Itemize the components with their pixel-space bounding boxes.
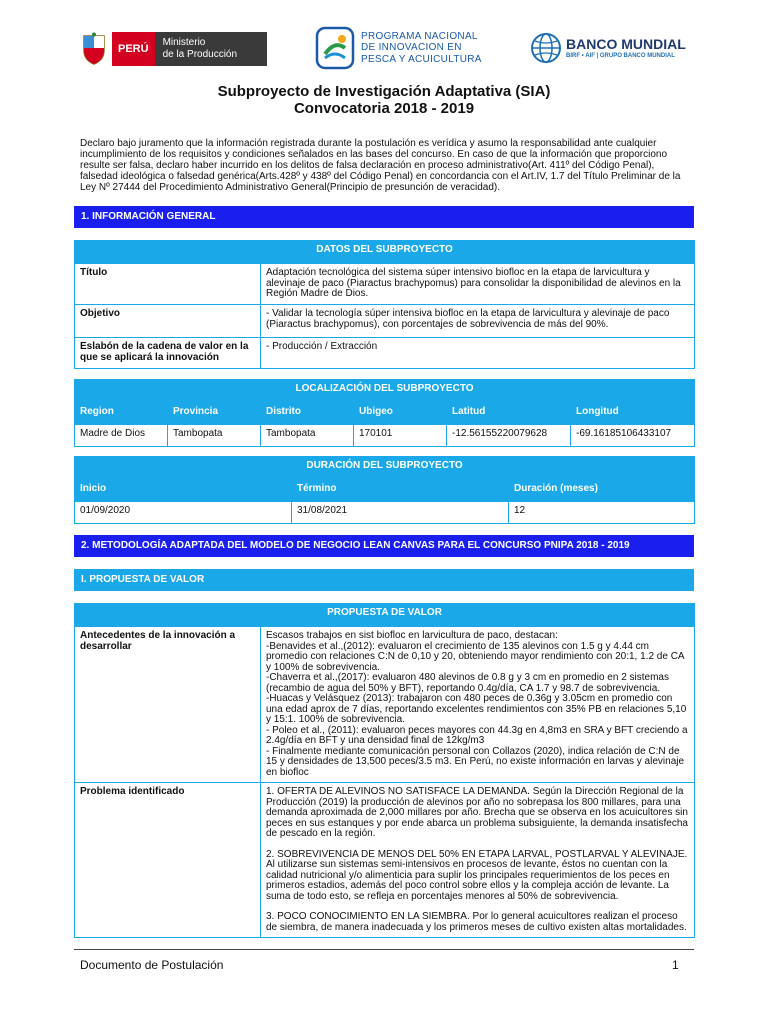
- footer-page-number: 1: [672, 958, 679, 972]
- col-longitude: Longitud: [571, 403, 695, 425]
- section-general-info: 1. INFORMACIÓN GENERAL: [74, 206, 694, 228]
- coat-of-arms-icon: [80, 32, 108, 66]
- col-end: Término: [292, 480, 509, 502]
- longitude-value: -69.16185106433107: [571, 425, 695, 447]
- title-line-1: Subproyecto de Investigación Adaptativa (SIA): [217, 83, 551, 100]
- title-line-2: Convocatoria 2018 - 2019: [293, 100, 475, 117]
- latitude-value: -12.56155220079628: [447, 425, 571, 447]
- province-value: Tambopata: [168, 425, 261, 447]
- problem-label: Problema identificado: [75, 783, 261, 938]
- world-bank-title: BANCO MUNDIAL: [566, 36, 686, 52]
- ministry-line-2: de la Producción: [162, 49, 238, 60]
- world-bank-subtitle: BIRF • AIF | GRUPO BANCO MUNDIAL: [566, 53, 675, 59]
- col-months: Duración (meses): [509, 480, 695, 502]
- pnipa-logo: [315, 26, 482, 70]
- months-value: 12: [509, 502, 695, 524]
- ministry-line-1: Ministerio: [162, 37, 206, 48]
- globe-icon: [530, 32, 562, 64]
- gov-logo: [80, 32, 267, 66]
- header-logos: [0, 26, 768, 74]
- location-table: [74, 379, 695, 447]
- col-ubigeo: Ubigeo: [354, 403, 447, 425]
- peru-label: PERÚ: [112, 32, 155, 66]
- section-lean-canvas: 2. METODOLOGÍA ADAPTADA DEL MODELO DE NEGOCIO LEAN CANVAS PARA EL CONCURSO PNIPA 2018 - 2019: [74, 535, 694, 557]
- sworn-declaration: Declaro bajo juramento que la información registrada durante la postulación es verídica y asumo la responsabilidad ante cualquier incumplimiento de los requisitos y condiciones señalados en las bases del concurso. En caso de que la información que proporciono resulte ser falsa, declaro haber incurrido en los delitos de falsa declaración en proceso administrativo(Art. 411º del Código Penal), falsedad ideológica o falsedad genérica(Arts.428º y 438º del Código Penal) en concordancia con el Art.IV, 1.7 del Título Preliminar de la Ley Nº 27444 del Procedimiento Administrativo General(Principio de presunción de veracidad).: [80, 138, 681, 193]
- col-province: Provincia: [168, 403, 261, 425]
- problem-paragraph-3: 3. POCO CONOCIMIENTO EN LA SIEMBRA. Por lo general acuicultores realizan el proceso de siembra, de manera inadecuada y los primeros meses de cultivo existen altas mortalidades.: [266, 911, 687, 933]
- location-header: LOCALIZACIÓN DEL SUBPROYECTO: [75, 380, 695, 403]
- ministry-label: [155, 32, 268, 66]
- end-value: 31/08/2021: [292, 502, 509, 524]
- value-chain-value: - Producción / Extracción: [261, 338, 695, 369]
- footer-document-label: Documento de Postulación: [80, 958, 224, 972]
- document-title: [0, 83, 768, 117]
- pnipa-line-2: DE INNOVACION EN: [361, 42, 462, 54]
- col-district: Distrito: [261, 403, 354, 425]
- col-latitude: Latitud: [447, 403, 571, 425]
- objective-label: Objetivo: [75, 305, 261, 338]
- pnipa-line-1: PROGRAMA NACIONAL: [361, 30, 478, 42]
- title-label: Título: [75, 264, 261, 305]
- value-chain-label: Eslabón de la cadena de valor en la que se aplicará la innovación: [75, 338, 261, 369]
- subproject-data-header: DATOS DEL SUBPROYECTO: [75, 241, 695, 264]
- subproject-data-table: [74, 240, 695, 369]
- background-label: Antecedentes de la innovación a desarrollar: [75, 627, 261, 783]
- world-bank-logo: [530, 32, 686, 64]
- col-region: Region: [75, 403, 168, 425]
- pnipa-line-3: PESCA Y ACUICULTURA: [361, 53, 482, 65]
- ubigeo-value: 170101: [354, 425, 447, 447]
- objective-value: - Validar la tecnología súper intensiva biofloc en la etapa de larvicultura y alevinaje de paco (Piaractus brachypomus), con porcentajes de sobrevivencia de más del 90%.: [261, 305, 695, 338]
- value-proposition-bar: I. PROPUESTA DE VALOR: [74, 569, 694, 591]
- value-proposition-table: [74, 603, 695, 938]
- world-bank-text: [566, 36, 686, 60]
- col-start: Inicio: [75, 480, 292, 502]
- pnipa-emblem-icon: [315, 26, 355, 70]
- district-value: Tambopata: [261, 425, 354, 447]
- title-value: Adaptación tecnológica del sistema súper intensivo biofloc en la etapa de larvicultura y alevinaje de paco (Piaractus brachypomus) para consolidar la disponibilidad de alevinos en la Región Madre de Dios.: [261, 264, 695, 305]
- problem-paragraph-2: 2. SOBREVIVENCIA DE MENOS DEL 50% EN ETAPA LARVAL, POSTLARVAL Y ALEVINAJE. Al utilizarse sun sistemas semi-intensivos en procesos de levante, éstos no cuentan con la calidad nutricional y/o alimenticia para suplir los principales requerimientos de los peces en primeros estadios, además del poco control sobre ellos y la compleja acción de levante. La suma de todo esto, se refleja en porcentajes menores al 50% de sobrevivencia.: [266, 848, 688, 902]
- duration-header: DURACIÓN DEL SUBPROYECTO: [75, 457, 695, 480]
- duration-table: [74, 456, 695, 524]
- problem-value: [261, 783, 695, 938]
- footer-divider: [74, 949, 694, 950]
- background-value: Escasos trabajos en sist biofloc en larvicultura de paco, destacan: -Benavides et al.,(2012): evaluaron el crecimiento de 135 alevinos con 1.5 g y 4.44 cm promedio con relaciones C:N de 0,10 y 20, obteniendo mayor rendimiento con 20:1, 1.2 de CA y 100% de sobrevivencia. -Chaverra et al.,(2017): evaluaron 480 alevinos de 0.8 g y 3 cm en promedio en 2 sistemas (recambio de agua del 50% y BFT), reportando 0.4g/día, CA 1.7 y 98.7 de sobrevivencia. -Huacas y Velásquez (2013): trabajaron con 480 peces de 0.36g y 3.05cm en promedio con una edad aprox de 7 días, reportando excelentes rendimientos con 35% PB en relaciones 5,10 y 15:1. 100% de sobrevivencia. - Poleo et al., (2011): evaluaron peces mayores con 44.3g en 4,8m3 en SRA y BFT creciendo a 2.4g/día en BFT y una densidad final de 12kg/m3 - Finalmente mediante comunicación personal con Collazos (2020), indica relación de C:N de 15 y densidades de 13,500 peces/3.5 m3. En Perú, no existe información en larvas y alevinaje en biofloc: [261, 627, 695, 783]
- problem-paragraph-1: 1. OFERTA DE ALEVINOS NO SATISFACE LA DEMANDA. Según la Dirección Regional de la Producción (2019) la producción de alevinos por año no sobrepasa los 800 millares, para una demanda aproximada de 2,000 millares por año. Brecha que se observa en los acuicultores sin peces en sus estanques y por ende abarca un problema subsiguiente, la demanda insatisfecha de pescado en la región.: [266, 786, 688, 839]
- start-value: 01/09/2020: [75, 502, 292, 524]
- region-value: Madre de Dios: [75, 425, 168, 447]
- pnipa-text: [361, 31, 482, 66]
- value-proposition-header: PROPUESTA DE VALOR: [75, 604, 695, 627]
